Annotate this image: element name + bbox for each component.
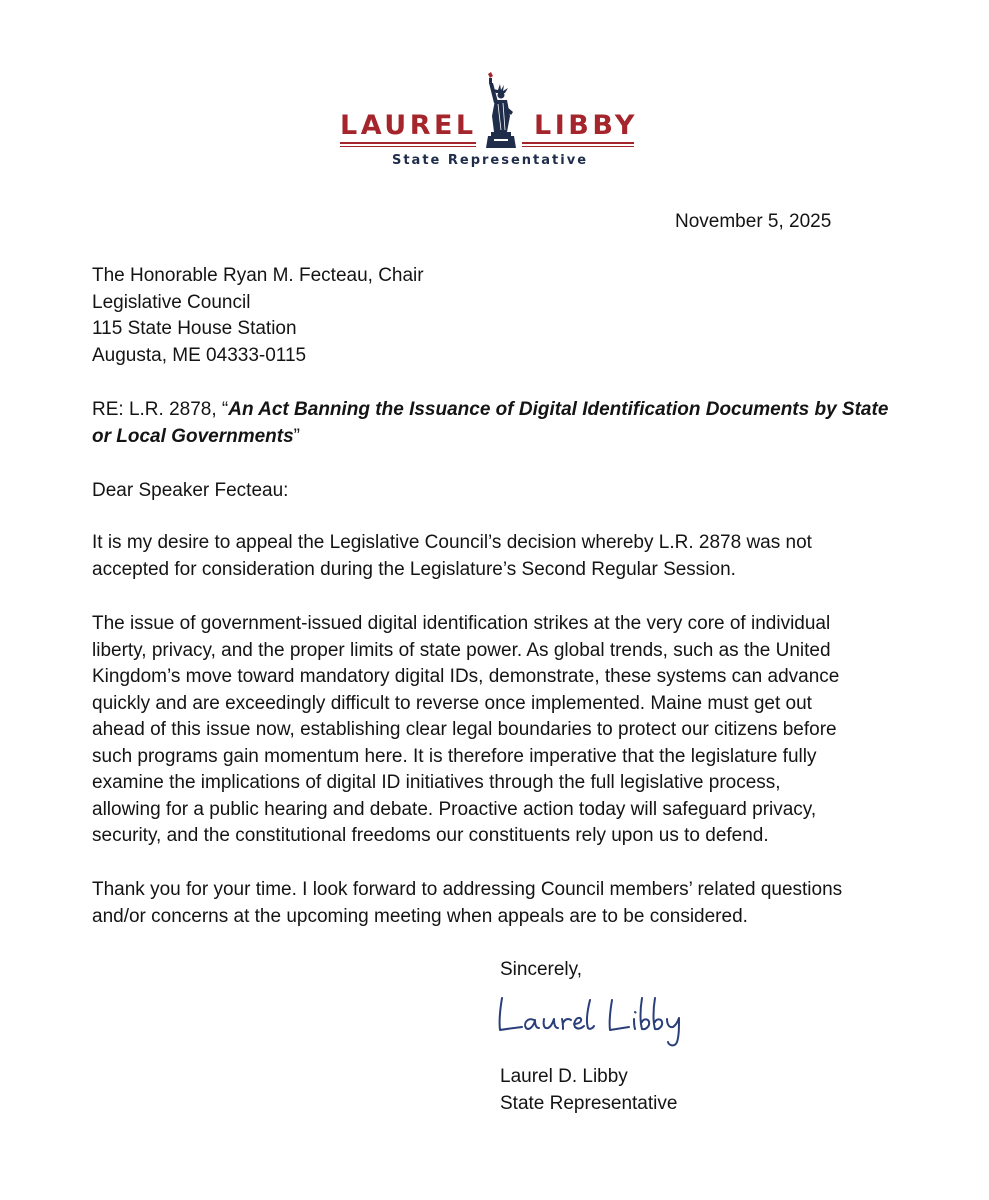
letterhead-rule bbox=[522, 142, 634, 144]
paragraph-line: liberty, privacy, and the proper limits of state power. As global trends, such as the United bbox=[92, 639, 831, 661]
salutation: Dear Speaker Fecteau: bbox=[92, 480, 289, 501]
recipient-street: 115 State House Station bbox=[92, 318, 297, 339]
bill-title-line2: or Local Governments bbox=[92, 425, 294, 447]
body-paragraph-3 bbox=[92, 877, 902, 930]
letterhead-rule bbox=[340, 146, 476, 147]
paragraph-line: security, and the constitutional freedoms our constituents rely upon us to defend. bbox=[92, 825, 769, 846]
paragraph-line: The issue of government-issued digital identification strikes at the very core of individual bbox=[92, 613, 831, 634]
signer-block bbox=[500, 1064, 677, 1117]
signature-image bbox=[492, 990, 692, 1050]
subject-suffix: ” bbox=[293, 425, 300, 447]
letterhead-rule bbox=[340, 142, 476, 144]
body-paragraph-1 bbox=[92, 530, 892, 583]
recipient-organization: Legislative Council bbox=[92, 291, 251, 313]
paragraph-line: ahead of this issue now, establishing clear legal boundaries to protect our citizens before bbox=[92, 719, 837, 740]
letterhead-subtitle: State Representative bbox=[391, 153, 589, 168]
subject-line bbox=[92, 397, 902, 450]
paragraph-line: such programs gain momentum here. It is therefore imperative that the legislature fully bbox=[92, 745, 817, 767]
paragraph-line: Kingdom’s move toward mandatory digital IDs, demonstrate, these systems can advance bbox=[92, 666, 840, 687]
letterhead-first-name: LAUREL bbox=[340, 110, 477, 141]
paragraph-line: Thank you for your time. I look forward to addressing Council members’ related questions bbox=[92, 879, 843, 900]
paragraph-line: quickly and are exceedingly difficult to reverse once implemented. Maine must get out bbox=[92, 692, 812, 714]
recipient-city: Augusta, ME 04333-0115 bbox=[92, 344, 307, 366]
signer-title: State Representative bbox=[500, 1092, 678, 1114]
signer-name: Laurel D. Libby bbox=[500, 1066, 628, 1087]
subject-prefix: RE: L.R. 2878, “ bbox=[92, 399, 229, 420]
paragraph-line: allowing for a public hearing and debate. Proactive action today will safeguard privacy, bbox=[92, 798, 817, 820]
recipient-address bbox=[92, 263, 424, 369]
recipient-name: The Honorable Ryan M. Fecteau, Chair bbox=[92, 265, 424, 286]
letterhead-last-name: LIBBY bbox=[534, 110, 638, 141]
letterhead-rule bbox=[522, 146, 634, 147]
closing: Sincerely, bbox=[500, 959, 583, 980]
bill-title-line1: An Act Banning the Issuance of Digital Identification Documents by State bbox=[228, 399, 889, 420]
paragraph-line: accepted for consideration during the Legislature’s Second Regular Session. bbox=[92, 558, 736, 580]
paragraph-line: examine the implications of digital ID initiatives through the full legislative process, bbox=[92, 772, 781, 793]
paragraph-line: It is my desire to appeal the Legislative Council’s decision whereby L.R. 2878 was not bbox=[92, 532, 812, 553]
letterhead bbox=[330, 72, 650, 172]
statue-of-liberty-icon bbox=[476, 72, 522, 150]
body-paragraph-2 bbox=[92, 611, 892, 850]
letter-date: November 5, 2025 bbox=[675, 211, 832, 232]
paragraph-line: and/or concerns at the upcoming meeting when appeals are to be considered. bbox=[92, 905, 748, 927]
